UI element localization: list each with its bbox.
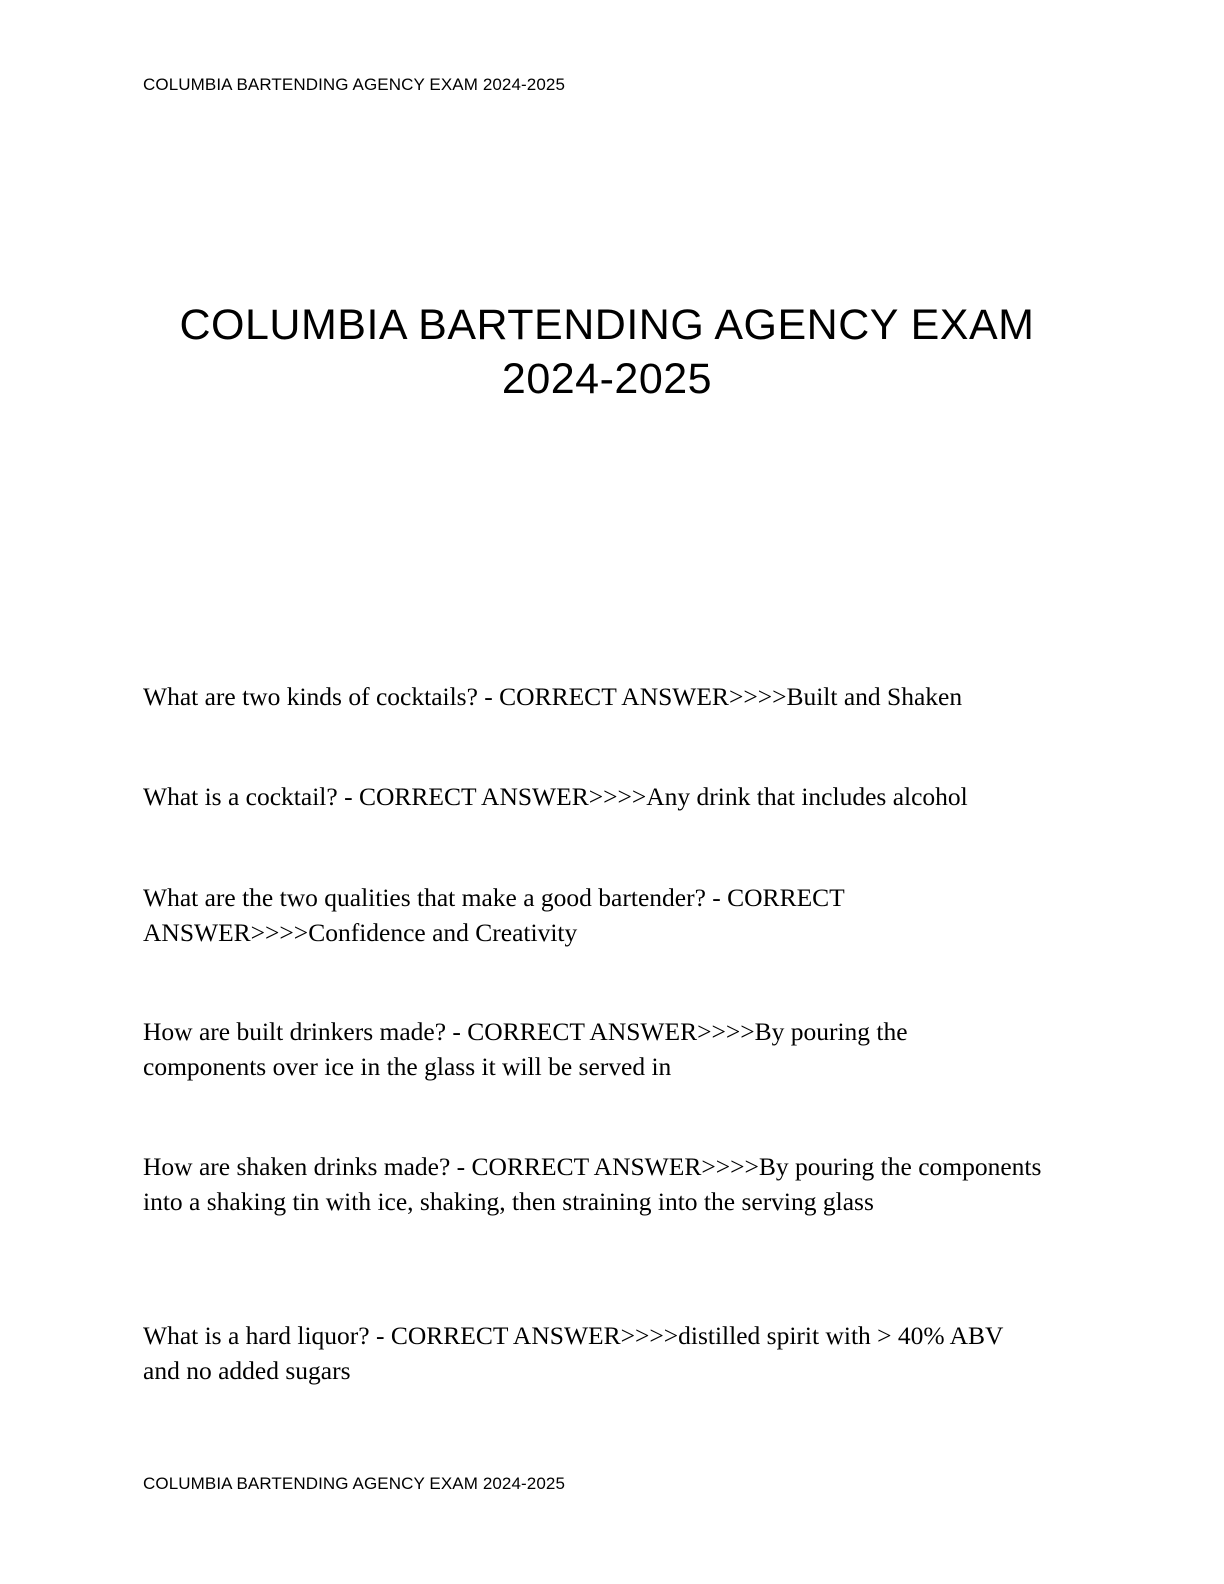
question-item: What are two kinds of cocktails? - CORRECT ANSWER>>>>Built and Shaken [143, 682, 963, 711]
running-header: COLUMBIA BARTENDING AGENCY EXAM 2024-2025 [143, 75, 566, 94]
document-title [140, 298, 1074, 406]
question-item: What is a cocktail? - CORRECT ANSWER>>>>Any drink that includes alcohol [143, 782, 968, 811]
title-line-1: COLUMBIA BARTENDING AGENCY EXAM [179, 301, 1035, 349]
question-item: How are shaken drinks made? - CORRECT ANSWER>>>>By pouring the components into a shaking tin with ice, shaking, then straining into the serving glass [143, 1152, 1042, 1216]
question-item: What is a hard liquor? - CORRECT ANSWER>>>>distilled spirit with > 40% ABV and no added sugars [143, 1321, 1004, 1385]
title-line-2: 2024-2025 [501, 355, 713, 403]
running-footer: COLUMBIA BARTENDING AGENCY EXAM 2024-2025 [143, 1474, 566, 1493]
question-item: How are built drinkers made? - CORRECT ANSWER>>>>By pouring the components over ice in the glass it will be served in [143, 1017, 908, 1081]
question-item: What are the two qualities that make a good bartender? - CORRECT ANSWER>>>>Confidence and Creativity [143, 883, 845, 947]
